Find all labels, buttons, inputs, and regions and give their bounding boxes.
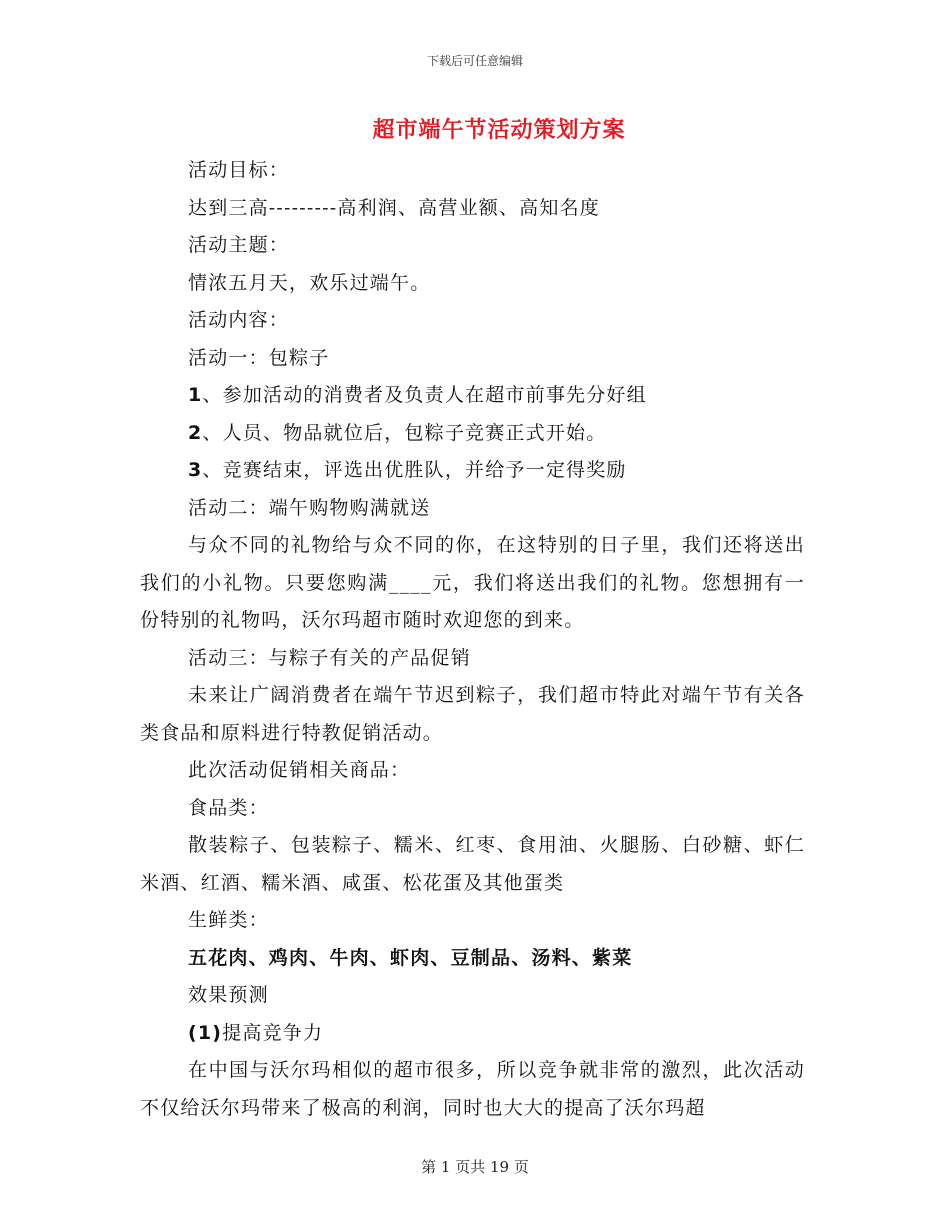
activity-3-paragraph: 未来让广阔消费者在端午节迟到粽子，我们超市特此对端午节有关各类食品和原料进行特教促销活动。 <box>140 684 805 744</box>
item-number: 2 <box>188 421 203 444</box>
effect-title-text: 提高竞争力 <box>222 1021 324 1044</box>
effect-number: (1) <box>188 1021 223 1044</box>
activity-1-item <box>140 415 805 453</box>
item-text: 、人员、物品就位后，包粽子竞赛正式开始。 <box>202 421 607 444</box>
header-note: 下载后可任意编辑 <box>426 54 523 68</box>
activity-1-item <box>140 452 805 490</box>
content-label: 活动内容： <box>188 309 290 331</box>
food-list: 散装粽子、包装粽子、糯米、红枣、食用油、火腿肠、白砂糖、虾仁米酒、红酒、糯米酒、咸蛋、松花蛋及其他蛋类 <box>140 834 805 894</box>
goal-text: 达到三高---------高利润、高营业额、高知名度 <box>188 196 600 219</box>
activity-1-item <box>140 377 805 415</box>
theme-text: 情浓五月天，欢乐过端午。 <box>188 271 431 294</box>
document-title: 超市端午节活动策划方案 <box>372 117 626 143</box>
activity-1-title: 活动一：包粽子 <box>188 346 330 369</box>
theme-label: 活动主题： <box>188 234 290 256</box>
promo-label: 此次活动促销相关商品： <box>188 759 411 781</box>
item-text: 、参加活动的消费者及负责人在超市前事先分好组 <box>202 384 647 406</box>
fresh-list: 五花肉、鸡肉、牛肉、虾肉、豆制品、汤料、紫菜 <box>188 946 633 969</box>
activity-2-title: 活动二：端午购物购满就送 <box>188 496 431 519</box>
page-footer: 第 1 页共 19 页 <box>421 1158 529 1176</box>
goal-label: 活动目标： <box>188 159 290 181</box>
item-text: 、竞赛结束，评选出优胜队，并给予一定得奖励 <box>202 459 627 481</box>
effect-1-title <box>140 1015 805 1053</box>
document-body <box>140 152 805 1127</box>
fresh-label: 生鲜类： <box>188 909 269 931</box>
item-number: 3 <box>188 459 203 481</box>
activity-2-paragraph: 与众不同的礼物给与众不同的你，在这特别的日子里，我们还将送出我们的小礼物。只要您购满____元，我们将送出我们的礼物。您想拥有一份特别的礼物吗，沃尔玛超市随时欢迎您的到来。 <box>140 534 805 631</box>
effect-1-paragraph: 在中国与沃尔玛相似的超市很多，所以竞争就非常的激烈，此次活动不仅给沃尔玛带来了极高的利润，同时也大大的提高了沃尔玛超 <box>140 1059 805 1119</box>
effect-label: 效果预测 <box>188 984 269 1006</box>
activity-3-title: 活动三：与粽子有关的产品促销 <box>188 646 471 669</box>
food-label: 食品类： <box>188 796 269 819</box>
item-number: 1 <box>188 384 203 406</box>
